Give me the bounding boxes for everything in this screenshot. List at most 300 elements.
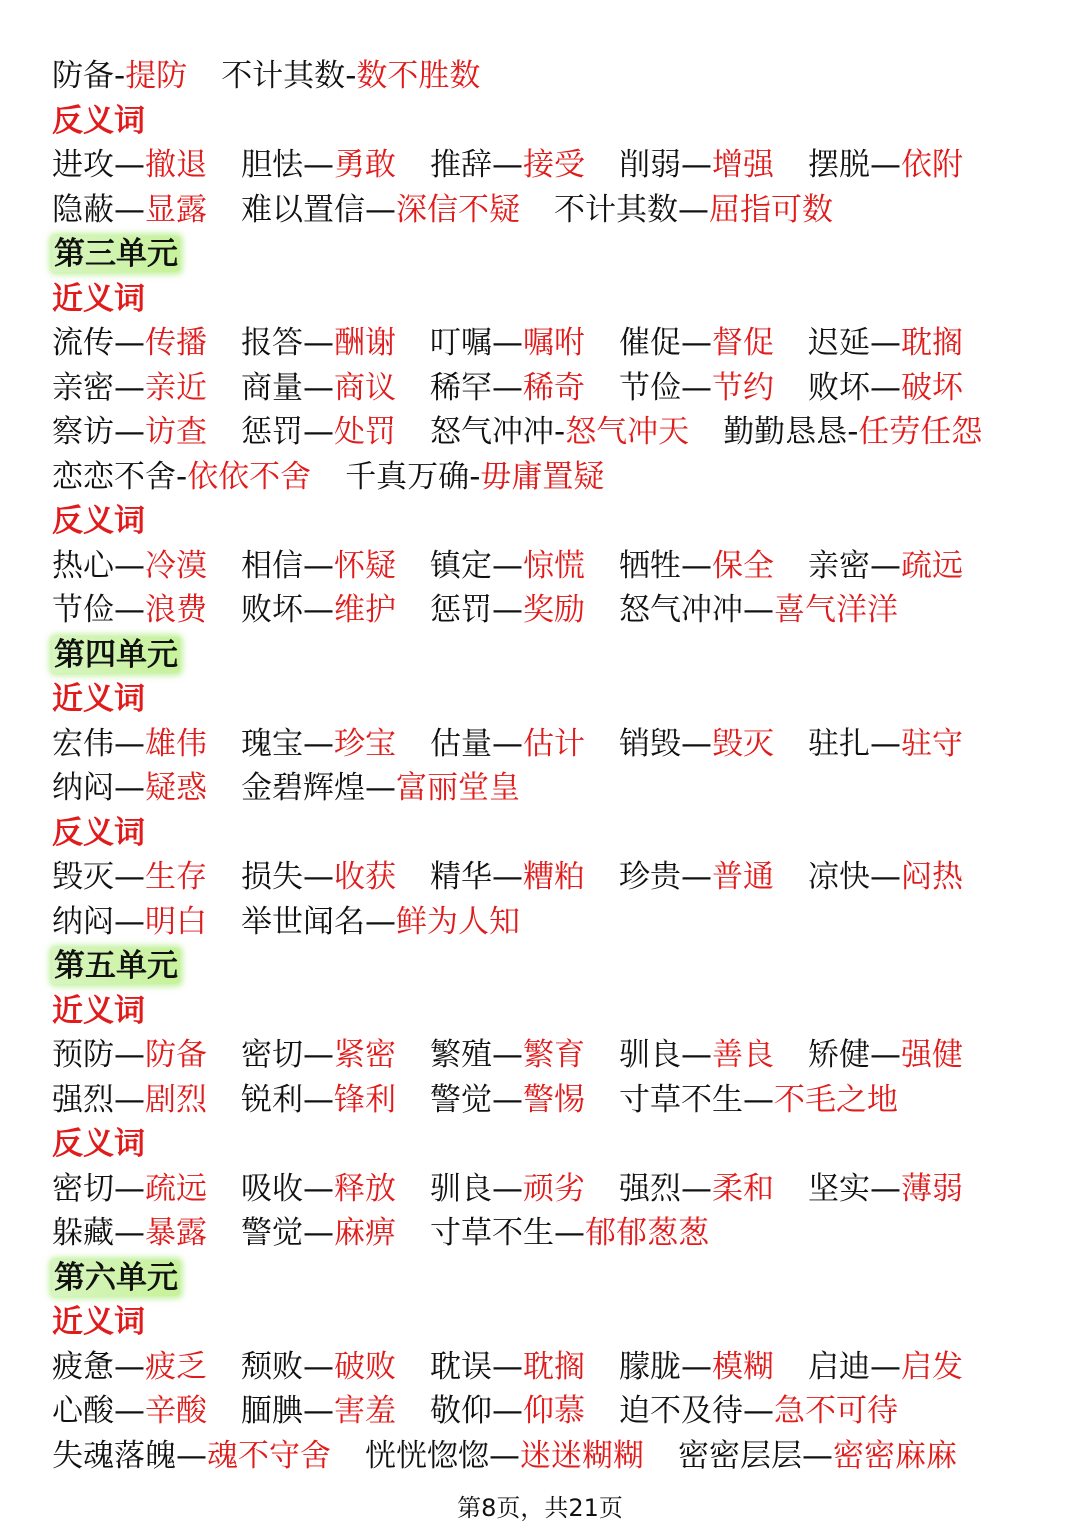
- word-pair: [430, 855, 585, 900]
- answer-word: 撤退: [145, 147, 207, 183]
- word: 矫健: [808, 1037, 870, 1073]
- word-pair-row: [52, 1167, 1042, 1212]
- word: 启迪: [808, 1348, 870, 1385]
- answer-word: 顽劣: [523, 1170, 585, 1207]
- separator: —: [681, 1348, 712, 1385]
- separator: —: [114, 547, 145, 584]
- separator: —: [870, 859, 901, 895]
- word: 吸收: [241, 1170, 303, 1207]
- word-pair-row: [52, 1434, 1042, 1479]
- word: 胆怯: [241, 147, 303, 183]
- word-pair: [241, 143, 396, 188]
- word: 节俭: [52, 592, 114, 628]
- separator: —: [870, 147, 901, 183]
- word-pair: [808, 321, 963, 366]
- word: 报答: [241, 325, 303, 361]
- word-pair: [430, 722, 585, 767]
- word-pair: [52, 855, 207, 900]
- answer-word: 商议: [334, 369, 396, 406]
- section-heading: 近义词: [52, 681, 145, 717]
- separator: —: [114, 414, 145, 450]
- word-pair: [52, 1078, 207, 1123]
- word: 亲密: [52, 369, 114, 406]
- word-pair-row: [52, 1345, 1042, 1390]
- section-heading: 近义词: [52, 280, 145, 317]
- word: 销毁: [619, 725, 681, 762]
- word-pair: [619, 722, 774, 767]
- answer-word: 锋利: [334, 1081, 396, 1118]
- word-pair: [241, 1033, 396, 1078]
- word-pair: [430, 1389, 585, 1434]
- separator: —: [870, 1037, 901, 1073]
- word-pair: [241, 321, 396, 366]
- separator: -: [847, 414, 859, 450]
- word-pair: [678, 1434, 957, 1479]
- word: 流传: [52, 325, 114, 361]
- separator: —: [743, 1081, 774, 1118]
- word: 恋恋不舍: [52, 458, 176, 495]
- word-pair: [430, 1345, 585, 1390]
- separator: —: [492, 1081, 523, 1118]
- word-pair: [808, 366, 963, 411]
- unit-heading: [52, 633, 1042, 678]
- answer-word: 依附: [901, 147, 963, 183]
- word-pair-row: [52, 588, 1042, 633]
- word: 心酸: [52, 1393, 114, 1429]
- answer-word: 珍宝: [334, 725, 396, 762]
- word: 繁殖: [430, 1037, 492, 1073]
- word: 强烈: [619, 1170, 681, 1207]
- separator: —: [681, 1037, 712, 1073]
- answer-word: 勇敢: [334, 147, 396, 183]
- answer-word: 处罚: [334, 414, 396, 450]
- separator: —: [492, 369, 523, 406]
- separator: —: [492, 1170, 523, 1207]
- separator: —: [114, 903, 145, 940]
- word: 难以置信: [241, 191, 365, 228]
- answer-word: 密密麻麻: [833, 1437, 957, 1474]
- answer-word: 普通: [712, 859, 774, 895]
- word-pair: [52, 1033, 207, 1078]
- word-pair: [619, 366, 774, 411]
- separator: —: [870, 1170, 901, 1207]
- answer-word: 不毛之地: [774, 1081, 898, 1118]
- section-heading: 反义词: [52, 102, 145, 139]
- separator: —: [114, 325, 145, 361]
- word-pair: [52, 722, 207, 767]
- separator: —: [303, 859, 334, 895]
- word-pair: [52, 1345, 207, 1390]
- word: 催促: [619, 325, 681, 361]
- separator: —: [492, 1037, 523, 1073]
- separator: —: [870, 547, 901, 584]
- word-pair: [619, 143, 774, 188]
- word-pair: [241, 1389, 396, 1434]
- word-pair-row: [52, 722, 1042, 767]
- word-pair: [430, 366, 585, 411]
- word-pair: [430, 410, 689, 455]
- separator: —: [489, 1437, 520, 1474]
- answer-word: 喜气洋洋: [774, 592, 898, 628]
- word: 叮嘱: [430, 325, 492, 361]
- word: 坚实: [808, 1170, 870, 1207]
- word: 耽误: [430, 1348, 492, 1385]
- answer-word: 启发: [901, 1348, 963, 1385]
- answer-word: 模糊: [712, 1348, 774, 1385]
- unit-heading: [52, 1256, 1042, 1301]
- answer-word: 薄弱: [901, 1170, 963, 1207]
- separator: —: [114, 1037, 145, 1073]
- word: 估量: [430, 725, 492, 762]
- separator: —: [492, 1393, 523, 1429]
- word: 精华: [430, 859, 492, 895]
- section-heading: 近义词: [52, 1304, 145, 1340]
- word: 败坏: [241, 592, 303, 628]
- separator: -: [345, 58, 357, 94]
- word: 驻扎: [808, 725, 870, 762]
- separator: —: [365, 191, 396, 228]
- word: 商量: [241, 369, 303, 406]
- word: 密切: [52, 1170, 114, 1207]
- word-pair-row: [52, 1389, 1042, 1434]
- word: 牺牲: [619, 547, 681, 584]
- separator: —: [303, 592, 334, 628]
- word-pair: [52, 1434, 331, 1479]
- answer-word: 耽搁: [901, 325, 963, 361]
- separator: —: [743, 592, 774, 628]
- word-pair: [241, 410, 396, 455]
- answer-word: 明白: [145, 903, 207, 940]
- answer-word: 维护: [334, 592, 396, 628]
- separator: —: [303, 414, 334, 450]
- word: 躲藏: [52, 1215, 114, 1251]
- separator: -: [176, 458, 188, 495]
- word-pair: [619, 855, 774, 900]
- answer-word: 任劳任怨: [858, 414, 983, 450]
- answer-word: 接受: [523, 147, 585, 183]
- word-pair: [241, 544, 396, 589]
- word: 强烈: [52, 1081, 114, 1118]
- answer-word: 急不可待: [774, 1393, 898, 1429]
- word-pair: [808, 1167, 963, 1212]
- separator: —: [870, 325, 901, 361]
- section-heading: 反义词: [52, 1126, 145, 1162]
- word-pair-row: [52, 321, 1042, 366]
- separator: —: [114, 1393, 145, 1429]
- word-pair: [430, 321, 585, 366]
- word-pair-row: [52, 766, 1042, 811]
- answer-word: 提防: [125, 58, 188, 94]
- word-pair-row: [52, 1078, 1042, 1123]
- word-pair: [52, 410, 207, 455]
- word-pair: [619, 1389, 898, 1434]
- word: 进攻: [52, 147, 114, 183]
- word-pair: [52, 54, 187, 99]
- word: 颓败: [241, 1348, 303, 1385]
- answer-word: 屈指可数: [709, 191, 833, 228]
- word: 不计其数: [221, 58, 346, 94]
- unit-title: 第四单元: [54, 636, 178, 673]
- word-pair-row: [52, 188, 1042, 233]
- unit-heading: [52, 232, 1042, 277]
- word-pair: [619, 588, 898, 633]
- word-pair-row: [52, 143, 1042, 188]
- answer-word: 督促: [712, 325, 774, 361]
- separator: —: [492, 1348, 523, 1385]
- answer-word: 破败: [334, 1348, 396, 1385]
- answer-word: 惊慌: [523, 547, 585, 584]
- word: 隐蔽: [52, 191, 114, 228]
- word-pair-row: [52, 855, 1042, 900]
- separator: —: [303, 1393, 334, 1429]
- answer-word: 释放: [334, 1170, 396, 1207]
- word: 失魂落魄: [52, 1437, 176, 1474]
- word: 惩罚: [241, 414, 303, 450]
- word-pair: [52, 1211, 207, 1256]
- word-pair: [52, 1167, 207, 1212]
- word: 削弱: [619, 147, 681, 183]
- word-pair: [430, 1211, 709, 1256]
- answer-word: 疲乏: [145, 1348, 207, 1385]
- word: 节俭: [619, 369, 681, 406]
- separator: —: [114, 1348, 145, 1385]
- word-pair-row: [52, 366, 1042, 411]
- answer-word: 雄伟: [145, 725, 207, 762]
- word: 纳闷: [52, 903, 114, 940]
- word-pair: [430, 1078, 585, 1123]
- word-pair: [430, 588, 585, 633]
- answer-word: 糟粕: [523, 859, 585, 895]
- answer-word: 疏远: [145, 1170, 207, 1207]
- answer-word: 害羞: [334, 1393, 396, 1429]
- answer-word: 仰慕: [523, 1393, 585, 1429]
- answer-word: 增强: [712, 147, 774, 183]
- word-pair: [241, 366, 396, 411]
- answer-word: 剧烈: [145, 1081, 207, 1118]
- separator: —: [114, 369, 145, 406]
- answer-word: 紧密: [334, 1037, 396, 1073]
- answer-word: 估计: [523, 725, 585, 762]
- word-pair: [430, 544, 585, 589]
- answer-word: 怒气冲天: [565, 414, 690, 450]
- word: 迫不及待: [619, 1393, 743, 1429]
- word-pair: [619, 1033, 774, 1078]
- word-pair: [241, 722, 396, 767]
- answer-word: 毋庸置疑: [480, 458, 605, 495]
- answer-word: 嘱咐: [523, 325, 585, 361]
- separator: —: [492, 725, 523, 762]
- answer-word: 魂不守舍: [207, 1437, 331, 1474]
- answer-word: 亲近: [145, 369, 207, 406]
- word-pair: [365, 1434, 644, 1479]
- word: 举世闻名: [241, 903, 365, 940]
- separator: —: [114, 147, 145, 183]
- section-heading: 反义词: [52, 814, 145, 851]
- word: 恍恍惚惚: [365, 1437, 489, 1474]
- page-footer: 第8页，共21页: [457, 1494, 623, 1522]
- word-pair: [241, 855, 396, 900]
- answer-word: 强健: [901, 1037, 963, 1073]
- word-pair-row: [52, 1211, 1042, 1256]
- word-pair: [619, 1078, 898, 1123]
- separator: —: [681, 859, 712, 895]
- word: 金碧辉煌: [241, 770, 365, 806]
- word-pair-row: [52, 1033, 1042, 1078]
- separator: —: [303, 147, 334, 183]
- answer-word: 冷漠: [145, 547, 207, 584]
- separator: —: [176, 1437, 207, 1474]
- answer-word: 闷热: [901, 859, 963, 895]
- answer-word: 收获: [334, 859, 396, 895]
- separator: —: [114, 1170, 145, 1207]
- answer-word: 善良: [712, 1037, 774, 1073]
- separator: —: [303, 1037, 334, 1073]
- separator: —: [114, 770, 145, 806]
- separator: -: [114, 58, 126, 94]
- word-pair: [52, 588, 207, 633]
- separator: —: [303, 547, 334, 584]
- word-pair: [52, 321, 207, 366]
- separator: —: [303, 1081, 334, 1118]
- word-pair: [241, 900, 520, 945]
- unit-heading: [52, 944, 1042, 989]
- separator: —: [303, 1215, 334, 1251]
- word: 毁灭: [52, 859, 114, 895]
- separator: —: [114, 1215, 145, 1251]
- word-pair: [808, 1345, 963, 1390]
- word-pair: [808, 1033, 963, 1078]
- word: 警觉: [241, 1215, 303, 1251]
- separator: —: [114, 191, 145, 228]
- word: 珍贵: [619, 859, 681, 895]
- word-pair: [619, 1167, 774, 1212]
- word-pair: [221, 54, 480, 99]
- word: 腼腆: [241, 1393, 303, 1429]
- separator: —: [303, 725, 334, 762]
- word-pair: [619, 544, 774, 589]
- answer-word: 毁灭: [712, 725, 774, 762]
- word: 不计其数: [554, 191, 678, 228]
- word-pair: [808, 143, 963, 188]
- word: 预防: [52, 1037, 114, 1073]
- word-pair: [723, 410, 982, 455]
- separator: —: [365, 903, 396, 940]
- answer-word: 怀疑: [334, 547, 396, 584]
- document-body: [52, 54, 1042, 1478]
- word-pair: [430, 143, 585, 188]
- word: 损失: [241, 859, 303, 895]
- answer-word: 麻痹: [334, 1215, 396, 1251]
- separator: -: [469, 458, 481, 495]
- word: 勤勤恳恳: [723, 414, 848, 450]
- word-pair: [619, 321, 774, 366]
- answer-word: 耽搁: [523, 1348, 585, 1385]
- word-pair: [554, 188, 833, 233]
- word-pair: [808, 722, 963, 767]
- word: 警觉: [430, 1081, 492, 1118]
- answer-word: 保全: [712, 547, 774, 584]
- word: 锐利: [241, 1081, 303, 1118]
- word-pair: [241, 766, 520, 811]
- word-pair: [52, 366, 207, 411]
- answer-word: 暴露: [145, 1215, 207, 1251]
- answer-word: 辛酸: [145, 1393, 207, 1429]
- word: 相信: [241, 547, 303, 584]
- word: 迟延: [808, 325, 870, 361]
- word: 宏伟: [52, 725, 114, 762]
- answer-word: 破坏: [901, 369, 963, 406]
- section-heading: 反义词: [52, 503, 145, 539]
- answer-word: 警惕: [523, 1081, 585, 1118]
- separator: —: [303, 325, 334, 361]
- word: 寸草不生: [619, 1081, 743, 1118]
- answer-word: 柔和: [712, 1170, 774, 1207]
- answer-word: 节约: [712, 369, 774, 406]
- separator: —: [114, 859, 145, 895]
- answer-word: 酬谢: [334, 325, 396, 361]
- word-pair: [241, 1078, 396, 1123]
- answer-word: 疑惑: [145, 770, 207, 806]
- answer-word: 驻守: [901, 725, 963, 762]
- separator: —: [492, 592, 523, 628]
- separator: —: [681, 325, 712, 361]
- word: 热心: [52, 547, 114, 584]
- word: 敬仰: [430, 1393, 492, 1429]
- word: 镇定: [430, 547, 492, 584]
- separator: —: [303, 1348, 334, 1385]
- word-pair: [241, 1167, 396, 1212]
- word: 密密层层: [678, 1437, 802, 1474]
- word-pair: [808, 855, 963, 900]
- word: 瑰宝: [241, 725, 303, 762]
- word: 怒气冲冲: [430, 414, 554, 450]
- word: 千真万确: [345, 458, 470, 495]
- word-pair: [241, 1345, 396, 1390]
- word-pair: [52, 188, 207, 233]
- separator: —: [365, 770, 396, 806]
- word-pair: [52, 143, 207, 188]
- answer-word: 数不胜数: [356, 58, 481, 94]
- word: 凉快: [808, 859, 870, 895]
- word: 摆脱: [808, 147, 870, 183]
- answer-word: 深信不疑: [396, 191, 520, 228]
- answer-word: 依依不舍: [187, 458, 312, 495]
- word: 亲密: [808, 547, 870, 584]
- word: 疲惫: [52, 1348, 114, 1385]
- separator: —: [870, 369, 901, 406]
- separator: —: [681, 1170, 712, 1207]
- word: 怒气冲冲: [619, 592, 743, 628]
- word: 败坏: [808, 369, 870, 406]
- separator: —: [114, 592, 145, 628]
- word-pair: [430, 1033, 585, 1078]
- answer-word: 显露: [145, 191, 207, 228]
- word-pair-row: [52, 410, 1042, 455]
- answer-word: 稀奇: [523, 369, 585, 406]
- separator: —: [492, 147, 523, 183]
- word-pair: [619, 1345, 774, 1390]
- word-pair: [808, 544, 963, 589]
- word: 朦胧: [619, 1348, 681, 1385]
- word: 密切: [241, 1037, 303, 1073]
- unit-title: 第五单元: [54, 948, 178, 984]
- unit-title: 第三单元: [54, 236, 178, 272]
- separator: —: [681, 369, 712, 406]
- separator: —: [678, 191, 709, 228]
- word: 惩罚: [430, 592, 492, 628]
- word: 推辞: [430, 147, 492, 183]
- separator: —: [802, 1437, 833, 1474]
